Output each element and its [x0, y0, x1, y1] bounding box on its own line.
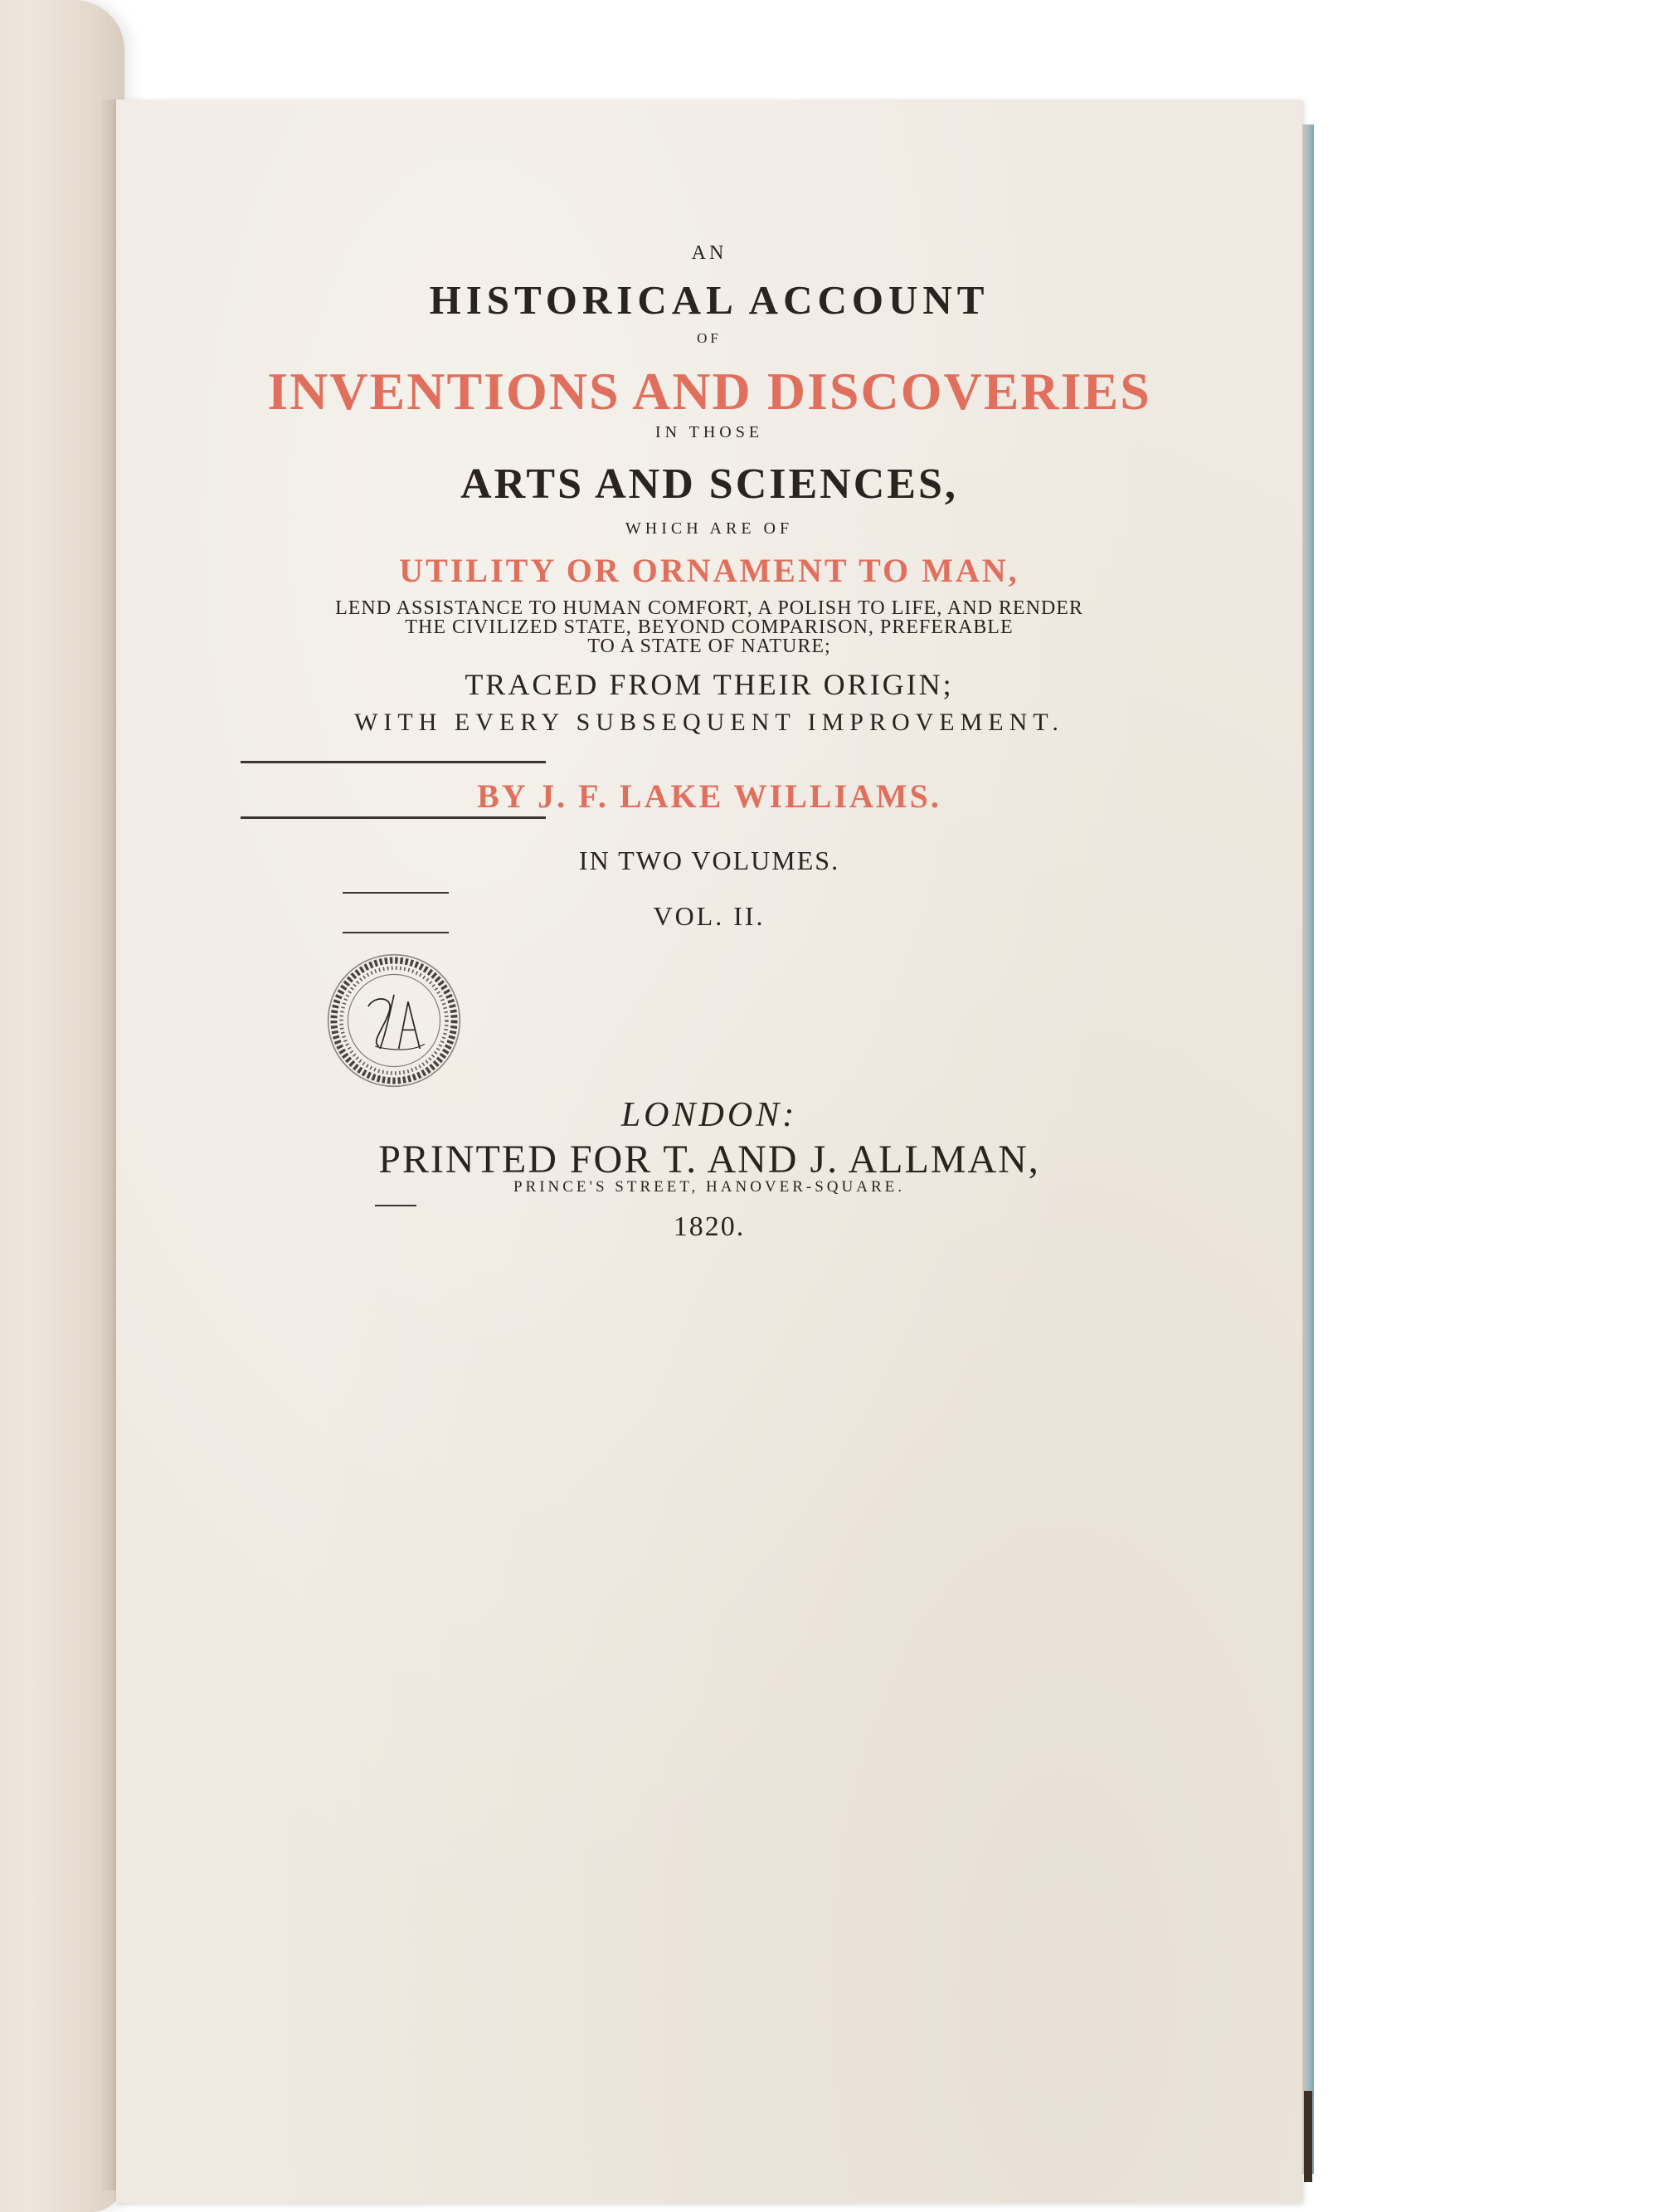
- rule-vol-bottom: [343, 932, 449, 933]
- author: BY J. F. LAKE WILLIAMS.: [477, 777, 941, 815]
- title-traced: TRACED FROM THEIR ORIGIN;: [465, 668, 954, 701]
- volumes: IN TWO VOLUMES.: [578, 845, 840, 875]
- lend-line-3: TO A STATE OF NATURE;: [587, 636, 831, 657]
- title-arts-sciences: ARTS AND SCIENCES,: [460, 460, 958, 508]
- rule-bottom: [241, 816, 546, 819]
- title-utility: UTILITY OR ORNAMENT TO MAN,: [399, 552, 1019, 589]
- lend-line-2: THE CIVILIZED STATE, BEYOND COMPARISON, PREFERABLE: [405, 616, 1014, 638]
- rule-top: [241, 761, 546, 763]
- rule-vol-top: [343, 892, 449, 894]
- page-edge: [1302, 124, 1314, 2174]
- lend-line-1: LEND ASSISTANCE TO HUMAN COMFORT, A POLISH TO LIFE, AND RENDER: [335, 597, 1083, 619]
- page-edge-shadow: [1304, 2091, 1312, 2182]
- volume-number: VOL. II.: [653, 901, 766, 931]
- wreath-monogram-icon: [324, 950, 465, 1091]
- printer: PRINTED FOR T. AND J. ALLMAN,: [378, 1138, 1040, 1182]
- title-page-content: [116, 100, 1302, 2203]
- year: 1820.: [673, 1211, 746, 1242]
- title-historical-account: HISTORICAL ACCOUNT: [429, 277, 990, 323]
- title-of: OF: [697, 330, 722, 346]
- city: LONDON:: [620, 1096, 798, 1134]
- rule-year: [375, 1205, 416, 1206]
- title-in-those: IN THOSE: [654, 423, 764, 441]
- title-improvement: WITH EVERY SUBSEQUENT IMPROVEMENT.: [354, 709, 1064, 736]
- title-inventions: INVENTIONS AND DISCOVERIES: [267, 362, 1151, 421]
- title-which-are-of: WHICH ARE OF: [625, 519, 794, 538]
- title-an: AN: [691, 242, 727, 264]
- address: PRINCE'S STREET, HANOVER-SQUARE.: [513, 1178, 906, 1196]
